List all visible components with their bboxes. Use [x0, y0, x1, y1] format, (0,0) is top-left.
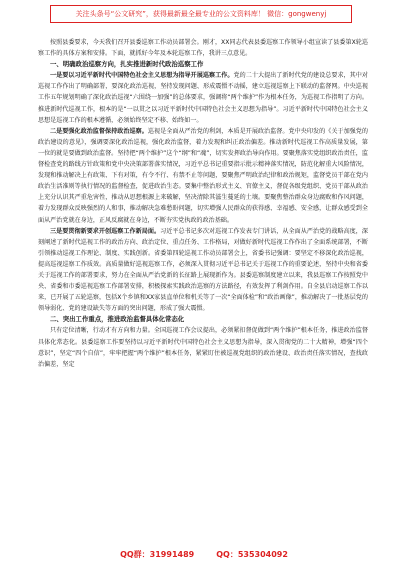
point-1-text: 党的二十大提出了新时代党的建设总要求，其中对巡视工作作出了明确部署，要深化政治巡视，坚持发现问题、形成震慑不动摇，建立巡视巡察上下联动的监督网。中央巡视工作五年规划明确了深化政治巡视“六围绕一加强”的总体要求，强调将“两个维护”作为根本任务，为巡视工作指明了方向。推进新时代巡视工作，根本的是“一以贯之以习近平新时代中国特色社会主义思想为指导”。习近平新时代中国特色社会主义思想是巡视工作的根本遵循，必须始终坚定不移、始终如一。	[38, 72, 368, 124]
qq-group: QQ群：31991489	[120, 550, 195, 559]
promo-banner: 关注头条号“公文研究”，获得最新最全最专业的公文资料库！ 微信：gongwenyj	[50, 5, 352, 23]
contact-footer	[0, 549, 408, 561]
document-body	[38, 37, 368, 547]
point-3-text: 习近平总书记多次对巡视工作发表专门讲话，从全面从严治党的战略高度，深刻阐述了新时代巡视工作的政治方向、政治定位、重点任务、工作格局，对做好新时代巡视工作作出了全面系统部署，不断引领推动巡视工作理论、制度、实践创新。省委第四轮巡视工作动员部署会上，省委书记强调：要坚定不移深化政治巡视，提高巡视巡察工作质效。高质量做好巡视巡察工作，必须深入贯彻习近平总书记关于巡视工作的重要论述，坚持中央和省委关于巡视工作的部署要求，努力在全面从严治党新的长征路上展现新作为。县委巡察制度建立以来，我县巡察工作按照党中央、省委和市委巡视巡察工作部署安排，积极探索实践政治巡察的方法路径，有效发挥了利剑作用。自全县启动巡察工作以来，已开展了五轮巡察，包括X个乡镇和XX家县直单位和机关等了一次“全面体检”和“政治画像”，推动解决了一批基层党的领导弱化、党的建设缺失等方面的突出问题，形成了强大震慑。	[38, 227, 368, 313]
paragraph-point-3	[38, 226, 368, 315]
paragraph-point-1	[38, 70, 368, 125]
section-2-paragraph: 只有定位清晰，行动才有方向和力量。全国巡视工作会议提出，必须紧扣督促做到“两个维护”根本任务，推进政治监督具体化常态化。县委巡察工作要坚持以习近平新时代中国特色社会主义思想为指导，深入贯彻党的二十大精神，增强“四个意识”，坚定“四个自信”，牢牢把握“两个维护”根本任务，紧紧盯住被巡视党组织的政治建设、政治责任落实情况，查找政治偏差，坚定	[38, 327, 368, 368]
intro-paragraph: 按照县委要求，今天我们召开县委巡察工作动员部署会。刚才，XX同志代表县委巡察工作领导小组宣读了县委第X轮巡察工作的具体方案和安排。下面，就抓好今年及本轮巡察工作，我讲三点意见。	[38, 39, 368, 58]
point-2-text: 巡视是全面从严治党的利剑，本质是开展政治监督。党中央印发的《关于加强党的政治建设的意见》，强调要深化政治巡视，强化政治监督，着力发现和纠正政治偏差。推动新时代巡视工作高质量发展，第一位的就是要做到政治监督。坚持把“两个维护”这个“纲”和“魂”，切实发挥政治导向作用。要聚焦落实党组织政治责任，监督检查党的路线方针政策和党中央决策部署落实情况，习近平总书记重要指示批示精神落实情况，防范化解重大风险情况，发现和推动解决上有政策、下有对策，有令不行、有禁不止等问题，要聚焦严明政治纪律和政治规矩，监督党员干部在党内政治生活准则等执行情况的监督检查，促进政治生态。要集中整治形式主义、官僚主义，督促各级党组织、党员干部从政治上充分认识其严重危害性，推动从思想根源上来破解，坚决清除其滋生蔓延的土壤。要聚焦整治群众身边腐败和作风问题，着力发现群众反映强烈的人和事，推动解决急难愁盼问题，切实增强人民群众的获得感、幸福感、安全感，让群众感受到全面从严治党就在身边，正风反腐就在身边，不断夯实党执政的政治基础。	[38, 127, 368, 224]
section-heading-1: 一、明确政治巡察方向，扎实推进新时代政治巡察工作	[50, 60, 204, 69]
point-3-lead: 三是要贯彻新要求开创巡察工作新局面。	[50, 227, 161, 235]
paragraph-point-2	[38, 126, 368, 226]
point-2-lead: 二是要强化政治监督保持政治巡察。	[50, 127, 148, 135]
qq-number: QQ：535304092	[216, 550, 288, 559]
point-1-lead: 一是要以习近平新时代中国特色社会主义思想为指导开展巡察工作。	[50, 72, 234, 80]
section-heading-2: 二、突出工作重点，推进政治监督具体化常态化	[50, 315, 185, 324]
